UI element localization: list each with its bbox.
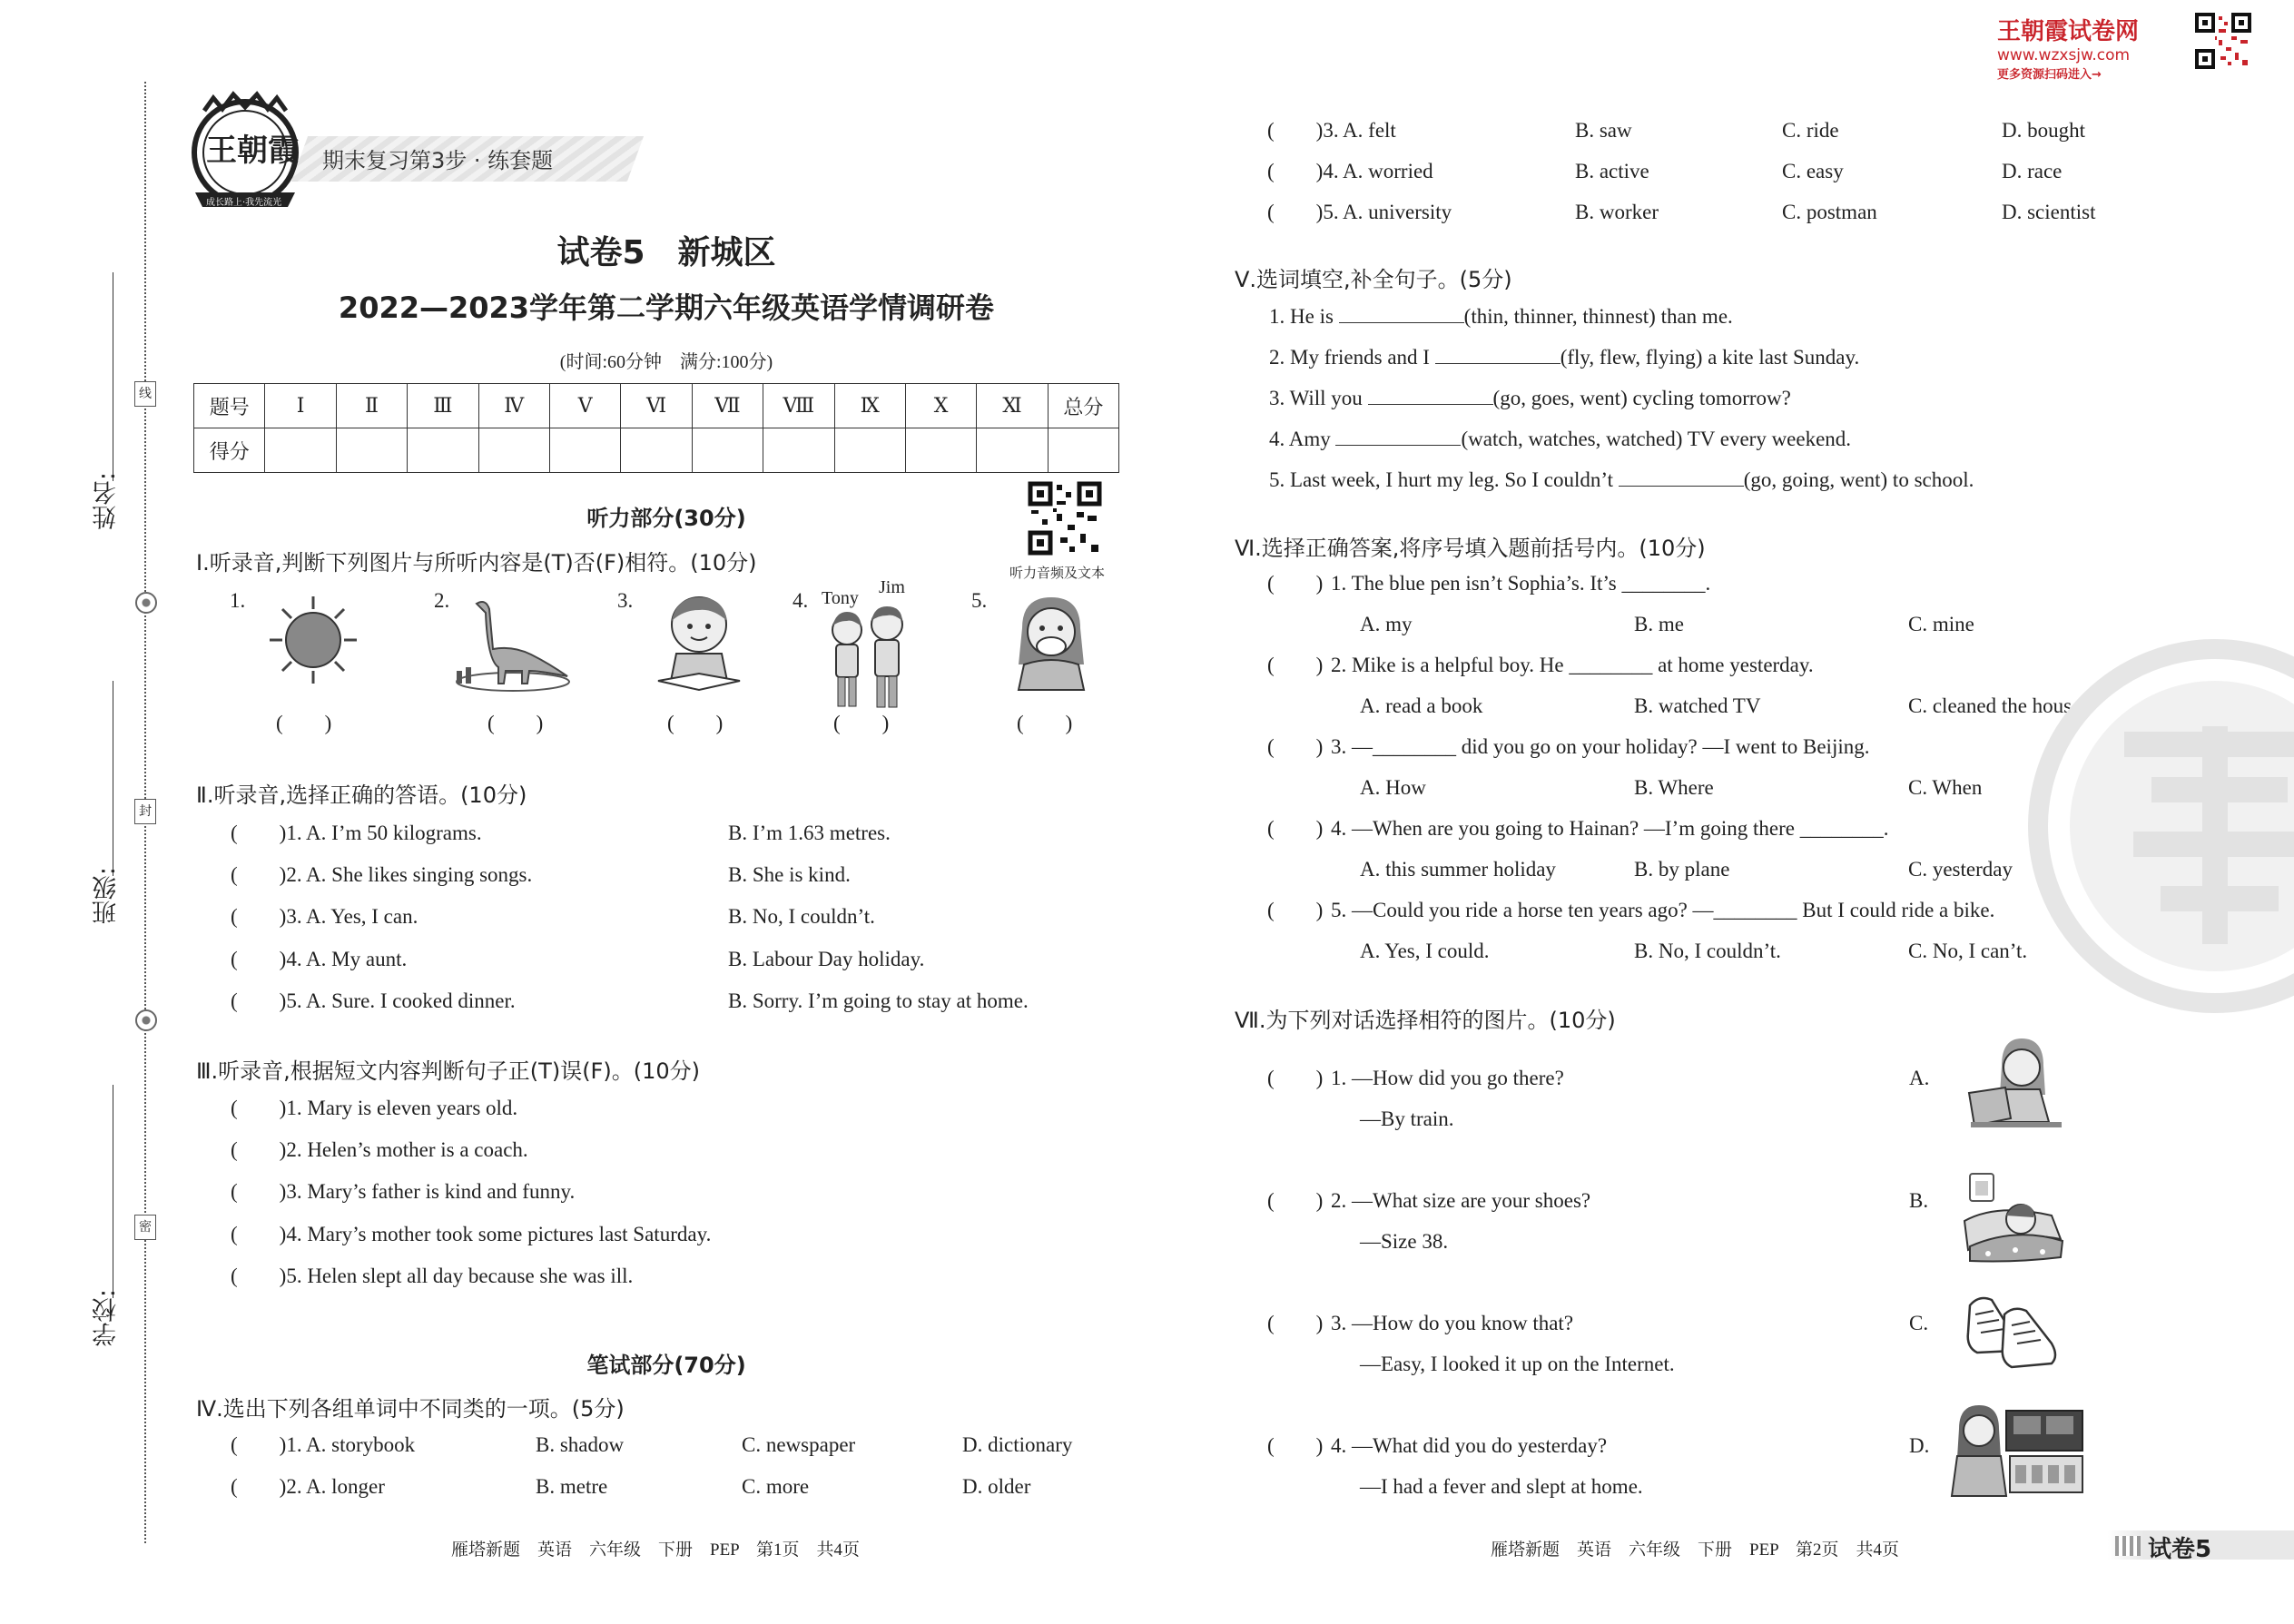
- picture-number: 4.: [793, 589, 809, 612]
- dinosaur-museum-icon: [449, 595, 576, 694]
- mcq-option: B. by plane: [1634, 858, 1730, 881]
- qr-caption: 听力音频及文本: [1009, 565, 1106, 581]
- banner-text: 期末复习第3步 · 练套题: [322, 148, 554, 173]
- class-label: 班级:: [93, 867, 121, 925]
- mcq-option: A. Yes, I could.: [1360, 940, 1490, 962]
- mcq-option: A. my: [1360, 613, 1413, 635]
- question-item: ( )4. Mary’s mother took some pictures last Saturday.: [231, 1223, 712, 1245]
- fill-blank-prefix: 3. Will you: [1269, 387, 1368, 409]
- question-item: ( )1. Mary is eleven years old.: [231, 1097, 518, 1119]
- girl-laptop-icon: [1965, 1035, 2065, 1130]
- question-option: C. ride: [1782, 119, 1839, 142]
- answer-blank[interactable]: [1435, 363, 1561, 364]
- picture-option-label: B.: [1909, 1189, 1929, 1212]
- mcq-option: C. mine: [1908, 613, 1974, 635]
- question-option: C. more: [742, 1475, 810, 1498]
- score-header-cell: Ⅹ: [905, 384, 976, 428]
- answer-bracket[interactable]: ( ): [276, 712, 332, 734]
- dialog-reply: —I had a fever and slept at home.: [1360, 1475, 1643, 1498]
- confidential-stamp-icon: [2024, 635, 2294, 1017]
- score-cell[interactable]: [905, 428, 976, 473]
- picture-number: 2.: [434, 589, 450, 612]
- answer-bracket[interactable]: ( ): [1267, 1434, 1324, 1457]
- mcq-option: B. watched TV: [1634, 694, 1761, 717]
- answer-bracket[interactable]: ( ): [1267, 735, 1324, 758]
- section-2-title: Ⅱ.听录音,选择正确的答语。(10分): [196, 782, 527, 808]
- answer-bracket[interactable]: ( ): [1267, 1067, 1324, 1089]
- dialog-reply: —By train.: [1360, 1107, 1454, 1130]
- boy-reading-icon: [649, 590, 749, 694]
- picture-option-label: A.: [1909, 1067, 1930, 1089]
- fill-blank-suffix: (go, going, went) to school.: [1743, 468, 1974, 491]
- question-item: ( )2. A. She likes singing songs.: [231, 863, 533, 886]
- watermark-site: 王朝霞试卷网: [1997, 18, 2140, 45]
- exam-subtitle: 2022—2023学年第二学期六年级英语学情调研卷: [338, 290, 995, 325]
- qr-code-icon[interactable]: [1028, 481, 1102, 556]
- mcq-option: A. read a book: [1360, 694, 1483, 717]
- fill-blank-item: [1269, 428, 1851, 449]
- cut-mark-mi: 密: [134, 1215, 156, 1240]
- score-cell[interactable]: [1048, 428, 1118, 473]
- question-item: ( )4. A. worried: [1267, 160, 1433, 182]
- question-option: D. race: [2002, 160, 2063, 182]
- answer-blank[interactable]: [1368, 404, 1493, 405]
- page-tab-label: 试卷5: [2148, 1536, 2212, 1563]
- question-option: B. She is kind.: [728, 863, 851, 886]
- shoes-icon: [1961, 1287, 2065, 1378]
- qr-code-icon[interactable]: [2195, 13, 2251, 69]
- exam-title: 试卷5 新城区: [556, 234, 776, 271]
- score-table: [193, 383, 1119, 473]
- answer-blank[interactable]: [1335, 445, 1461, 446]
- score-header-row: [194, 384, 1119, 428]
- name-label: 姓名:: [93, 472, 121, 530]
- score-cell[interactable]: [621, 428, 692, 473]
- section-7-title: Ⅶ.为下列对话选择相符的图片。(10分): [1235, 1008, 1616, 1033]
- question-item: ( )5. Helen slept all day because she was ill.: [231, 1265, 634, 1287]
- answer-bracket[interactable]: ( ): [487, 712, 544, 734]
- punch-hole-icon: [135, 1009, 157, 1031]
- score-cell[interactable]: [336, 428, 407, 473]
- girl-train-icon: [1943, 1405, 2088, 1505]
- dialog-line: 4. —What did you do yesterday?: [1331, 1434, 1608, 1457]
- fill-blank-prefix: 2. My friends and I: [1269, 346, 1435, 369]
- score-header-cell: Ⅱ: [336, 384, 407, 428]
- answer-bracket[interactable]: ( ): [1017, 712, 1073, 734]
- dialog-line: 3. —How do you know that?: [1331, 1312, 1574, 1334]
- mcq-question: 5. —Could you ride a horse ten years ago? —________ But I could ride a bike.: [1331, 899, 1995, 921]
- score-header-cell: Ⅵ: [621, 384, 692, 428]
- score-cell[interactable]: [265, 428, 336, 473]
- picture-number: 1.: [230, 589, 246, 612]
- question-option: B. No, I couldn’t.: [728, 905, 875, 928]
- dialog-reply: —Easy, I looked it up on the Internet.: [1360, 1353, 1675, 1375]
- fill-blank-item: [1269, 388, 1791, 408]
- section-1-title: Ⅰ.听录音,判断下列图片与所听内容是(T)否(F)相符。(10分): [196, 550, 757, 576]
- mcq-option: C. yesterday: [1908, 858, 2013, 881]
- question-item: ( )3. Mary’s father is kind and funny.: [231, 1180, 576, 1203]
- question-option: C. newspaper: [742, 1433, 856, 1456]
- mcq-option: B. No, I couldn’t.: [1634, 940, 1781, 962]
- score-row-label: 得分: [194, 428, 265, 473]
- question-option: C. easy: [1782, 160, 1844, 182]
- question-option: B. saw: [1575, 119, 1632, 142]
- question-option: B. worker: [1575, 201, 1659, 223]
- mcq-option: C. When: [1908, 776, 1983, 799]
- score-value-row: [194, 428, 1119, 473]
- section-4-title: Ⅳ.选出下列各组单词中不同类的一项。(5分): [196, 1396, 625, 1422]
- mcq-option: B. Where: [1634, 776, 1714, 799]
- mcq-option: A. this summer holiday: [1360, 858, 1556, 881]
- answer-bracket[interactable]: ( ): [1267, 899, 1324, 921]
- fill-blank-item: [1269, 469, 1974, 490]
- score-cell[interactable]: [478, 428, 549, 473]
- fill-blank-suffix: (fly, flew, flying) a kite last Sunday.: [1560, 346, 1860, 369]
- answer-bracket[interactable]: ( ): [1267, 1312, 1324, 1334]
- footer-right: 雁塔新题 英语 六年级 下册 PEP 第2页 共4页: [1491, 1540, 1900, 1560]
- brand-logo: [186, 91, 304, 218]
- answer-bracket[interactable]: ( ): [1267, 817, 1324, 840]
- brand-tagline: 成长路上·我先流光: [206, 198, 282, 208]
- mcq-question: 1. The blue pen isn’t Sophia’s. It’s ________.: [1331, 572, 1711, 595]
- mcq-option: C. cleaned the house: [1908, 694, 2082, 717]
- brand-name: 王朝霞: [206, 133, 299, 169]
- section-3-title: Ⅲ.听录音,根据短文内容判断句子正(T)误(F)。(10分): [196, 1058, 700, 1084]
- picture-number: 5.: [971, 589, 988, 612]
- jim-label: Jim: [879, 577, 905, 597]
- punch-hole-icon: [135, 592, 157, 614]
- fill-blank-item: [1269, 347, 1859, 368]
- mcq-option: B. me: [1634, 613, 1684, 635]
- answer-bracket[interactable]: ( ): [1267, 654, 1324, 676]
- fill-blank-prefix: 5. Last week, I hurt my leg. So I couldn’t: [1269, 468, 1619, 491]
- footer-left: 雁塔新题 英语 六年级 下册 PEP 第1页 共4页: [451, 1540, 861, 1560]
- answer-bracket[interactable]: ( ): [833, 712, 890, 734]
- sun-icon: [268, 595, 359, 685]
- fill-blank-suffix: (thin, thinner, thinnest) than me.: [1463, 305, 1733, 328]
- listening-heading: 听力部分(30分): [586, 506, 746, 531]
- question-option: D. scientist: [2002, 201, 2096, 223]
- question-option: C. postman: [1782, 201, 1877, 223]
- score-cell[interactable]: [692, 428, 763, 473]
- fill-blank-suffix: (go, goes, went) cycling tomorrow?: [1492, 387, 1791, 409]
- written-heading: 笔试部分(70分): [586, 1353, 746, 1378]
- question-option: B. shadow: [536, 1433, 625, 1456]
- picture-number: 3.: [617, 589, 634, 612]
- score-header-cell: Ⅰ: [265, 384, 336, 428]
- picture-option-label: D.: [1909, 1434, 1930, 1457]
- question-item: ( )2. Helen’s mother is a coach.: [231, 1138, 528, 1161]
- section-6-title: Ⅵ.选择正确答案,将序号填入题前括号内。(10分): [1235, 536, 1706, 561]
- answer-bracket[interactable]: ( ): [667, 712, 724, 734]
- dialog-line: 2. —What size are your shoes?: [1331, 1189, 1591, 1212]
- cut-mark-xian: 线: [134, 381, 156, 407]
- score-header-cell: Ⅲ: [408, 384, 478, 428]
- question-item: ( )5. A. university: [1267, 201, 1452, 223]
- dialog-line: 1. —How did you go there?: [1331, 1067, 1564, 1089]
- question-option: B. active: [1575, 160, 1649, 182]
- fill-blank-item: [1269, 306, 1733, 327]
- fill-blank-suffix: (watch, watches, watched) TV every weekend.: [1461, 428, 1852, 450]
- question-item: ( )1. A. storybook: [231, 1433, 416, 1456]
- mcq-question: 3. —________ did you go on your holiday? —I went to Beijing.: [1331, 735, 1870, 758]
- question-item: ( )2. A. longer: [231, 1475, 385, 1498]
- answer-blank[interactable]: [1339, 322, 1464, 323]
- mcq-question: 4. —When are you going to Hainan? —I’m going there ________.: [1331, 817, 1889, 840]
- answer-bracket[interactable]: ( ): [1267, 1189, 1324, 1212]
- question-item: ( )4. A. My aunt.: [231, 948, 408, 970]
- question-option: B. Sorry. I’m going to stay at home.: [728, 989, 1029, 1012]
- answer-bracket[interactable]: ( ): [1267, 572, 1324, 595]
- boy-sick-in-bed-icon: [1961, 1166, 2065, 1266]
- mcq-option: A. How: [1360, 776, 1426, 799]
- fill-blank-prefix: 1. He is: [1269, 305, 1339, 328]
- cut-mark-feng: 封: [134, 799, 156, 824]
- section-5-title: Ⅴ.选词填空,补全句子。(5分): [1235, 267, 1512, 292]
- question-option: B. metre: [536, 1475, 608, 1498]
- question-option: D. older: [962, 1475, 1031, 1498]
- score-header-cell: 题号: [194, 384, 265, 428]
- question-option: B. I’m 1.63 metres.: [728, 822, 891, 844]
- mcq-option: C. No, I can’t.: [1908, 940, 2028, 962]
- score-cell[interactable]: [763, 428, 834, 473]
- score-header-cell: Ⅴ: [549, 384, 620, 428]
- score-header-cell: Ⅺ: [977, 384, 1048, 428]
- watermark-logo: [1997, 13, 2215, 82]
- watermark-cta: 更多资源扫码进入→: [1997, 68, 2102, 82]
- question-item: ( )5. A. Sure. I cooked dinner.: [231, 989, 516, 1012]
- answer-blank[interactable]: [1619, 486, 1744, 487]
- mcq-question: 2. Mike is a helpful boy. He ________ at home yesterday.: [1331, 654, 1814, 676]
- score-cell[interactable]: [408, 428, 478, 473]
- school-label: 学校:: [93, 1289, 121, 1347]
- exam-meta: (时间:60分钟 满分:100分): [559, 352, 773, 372]
- picture-option-label: C.: [1909, 1312, 1929, 1334]
- tab-pattern-icon: [2115, 1536, 2141, 1556]
- tony-label: Tony: [822, 588, 859, 608]
- question-option: B. Labour Day holiday.: [728, 948, 925, 970]
- score-header-cell: Ⅶ: [692, 384, 763, 428]
- two-boys-icon: [822, 606, 912, 711]
- dialog-reply: —Size 38.: [1360, 1230, 1449, 1253]
- girl-sneezing-icon: [1006, 592, 1097, 692]
- watermark-url: www.wzxsjw.com: [1997, 46, 2131, 64]
- score-header-cell: Ⅷ: [763, 384, 834, 428]
- question-item: ( )1. A. I’m 50 kilograms.: [231, 822, 482, 844]
- question-item: ( )3. A. Yes, I can.: [231, 905, 418, 928]
- question-option: D. bought: [2002, 119, 2085, 142]
- question-option: D. dictionary: [962, 1433, 1073, 1456]
- fill-blank-prefix: 4. Amy: [1269, 428, 1336, 450]
- score-header-cell: 总分: [1048, 384, 1118, 428]
- score-cell[interactable]: [834, 428, 905, 473]
- score-cell[interactable]: [977, 428, 1048, 473]
- score-cell[interactable]: [549, 428, 620, 473]
- question-item: ( )3. A. felt: [1267, 119, 1396, 142]
- score-header-cell: Ⅸ: [834, 384, 905, 428]
- score-header-cell: Ⅳ: [478, 384, 549, 428]
